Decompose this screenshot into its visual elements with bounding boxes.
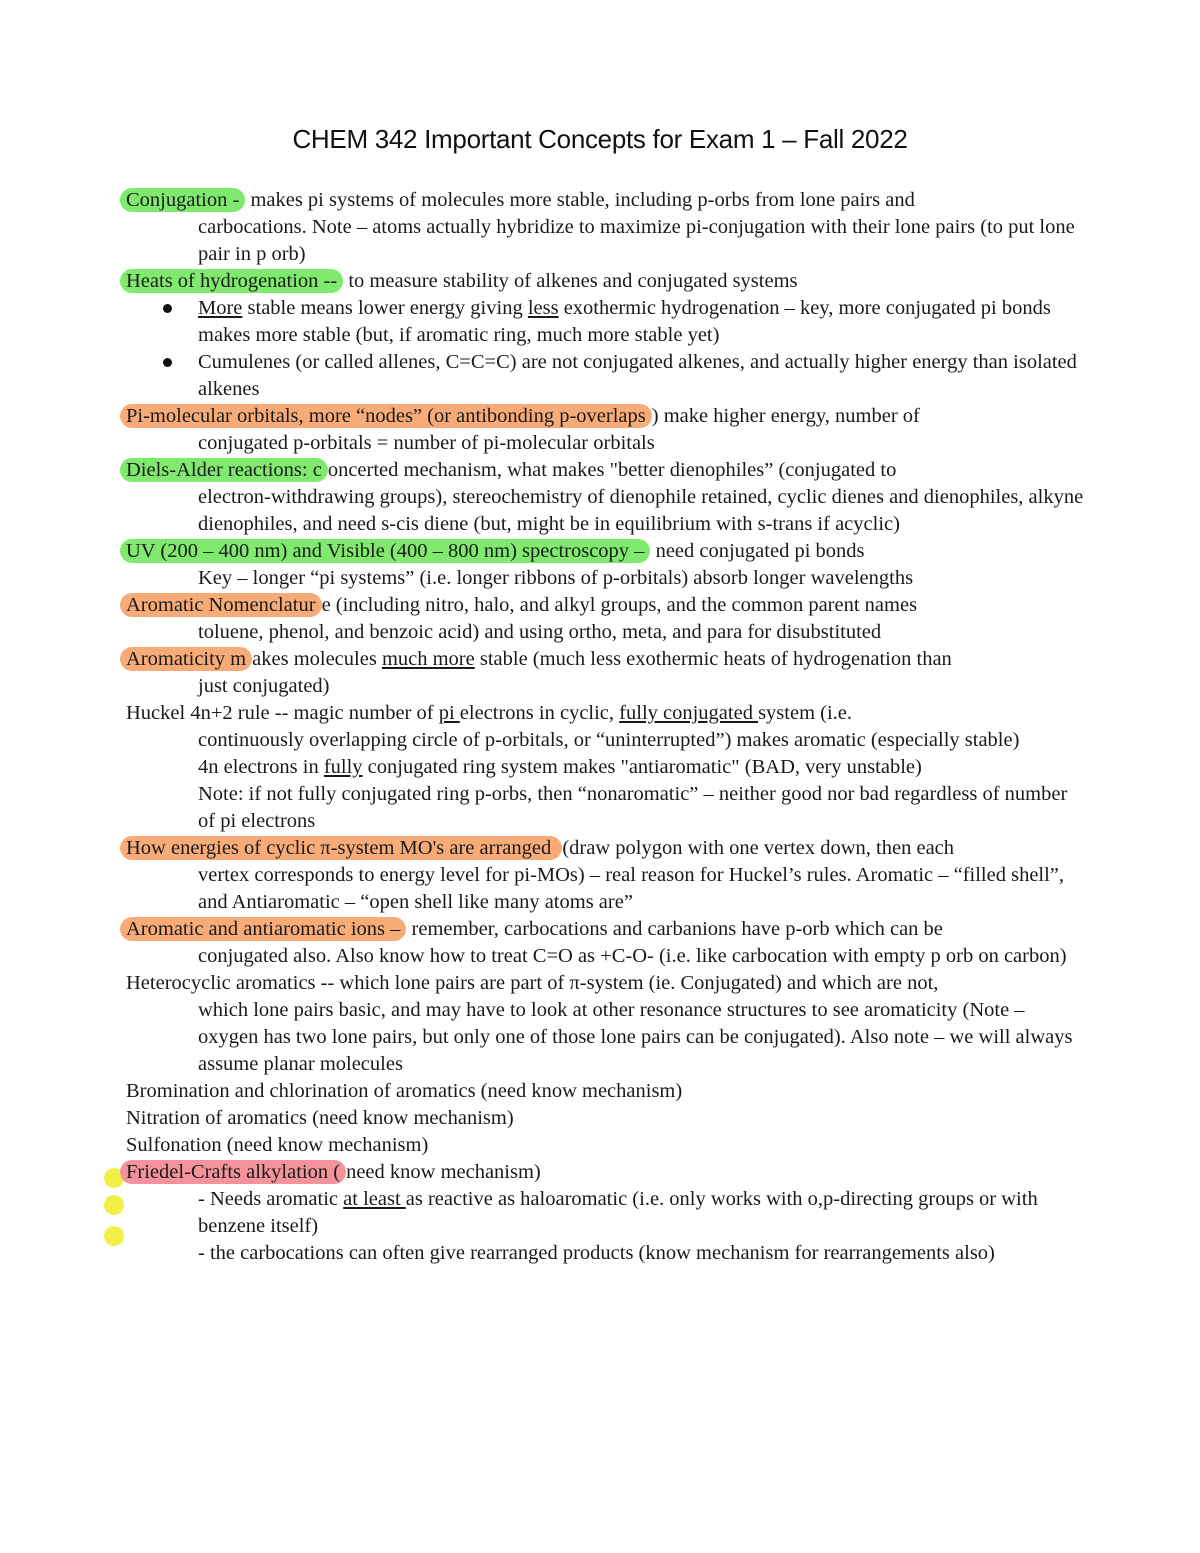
entry-nitration: Nitration of aromatics (need know mechanism) [126,1107,514,1129]
bullet-icon [163,358,172,367]
highlight-topic: Aromatic Nomenclatur [120,593,322,617]
entry-huckel-rule: Huckel 4n+2 rule -- magic number of pi electrons in cyclic, fully conjugated system (i.e. continuously overlapping circle of p-orbitals, or “uninterrupted”) makes aromatic (especially stable) 4n electrons in fully conjugated ring system makes "antiaromatic" (BAD, very unstable) Note: if not fully conjugated ring p-orbs, then “nonaromatic” – neither good nor bad regardless of number of pi electrons [126,702,1068,832]
highlight-topic: Friedel-Crafts alkylation ( [120,1160,346,1184]
highlight-topic: Aromaticity m [120,647,252,671]
bullet-list [126,295,1086,403]
highlight-topic: Diels-Alder reactions: c [120,458,328,482]
yellow-marker-dot [104,1195,124,1215]
entry-aromatic-ions: Aromatic and antiaromatic ions – remember, carbocations and carbanions have p-orb which can be conjugated also. Also know how to treat C=O as +C-O- (i.e. like carbocation with empty p orb on carbon) [126,916,1086,970]
entry-cyclic-mo-energies: How energies of cyclic π-system MO's are arranged (draw polygon with one vertex down, then each vertex corresponds to energy level for pi-MOs) – real reason for Huckel’s rules. Aromatic – “filled shell”, and Antiaromatic – “open shell like many atoms are” [126,835,1086,916]
highlight-topic: Conjugation - [120,188,245,212]
entry-conjugation: Conjugation - makes pi systems of molecules more stable, including p-orbs from lone pairs and carbocations. Note – atoms actually hybridize to maximize pi-conjugation with their lone pairs (to put lone pair in p orb) [126,187,1086,268]
bullet-icon [163,304,172,313]
entry-aromatic-nomenclature: Aromatic Nomenclatur e (including nitro, halo, and alkyl groups, and the common parent names toluene, phenol, and benzoic acid) and using ortho, meta, and para for disubstituted [126,592,1086,646]
list-item: More stable means lower energy giving less exothermic hydrogenation – key, more conjugated pi bonds makes more stable (but, if aromatic ring, much more stable yet) [126,295,1086,349]
highlight-topic: Heats of hydrogenation -- [120,269,343,293]
entry-sulfonation: Sulfonation (need know mechanism) [126,1134,429,1156]
entry-friedel-crafts: Friedel-Crafts alkylation ( need know mechanism) - Needs aromatic at least as reactive as haloaromatic (i.e. only works with o,p-directing groups or with benzene itself) - the carbocations can often give rearranged products (know mechanism for rearrangements also) [126,1159,1086,1267]
entry-diels-alder: Diels-Alder reactions: c oncerted mechanism, what makes "better dienophiles” (conjugated to electron-withdrawing groups), stereochemistry of dienophile retained, cyclic dienes and dienophiles, alkyne dienophiles, and need s-cis diene (but, might be in equilibrium with s-trans if acyclic) [126,457,1086,538]
list-item: Cumulenes (or called allenes, C=C=C) are not conjugated alkenes, and actually higher energy than isolated alkenes [126,349,1086,403]
entry-aromaticity: Aromaticity m akes molecules much more stable (much less exothermic heats of hydrogenation than just conjugated) [126,646,1086,700]
highlight-topic: UV (200 – 400 nm) and Visible (400 – 800 nm) spectroscopy – [120,539,650,563]
highlight-topic: How energies of cyclic π-system MO's are arranged [120,836,562,860]
entry-bromination: Bromination and chlorination of aromatics (need know mechanism) [126,1080,683,1102]
highlight-topic: Aromatic and antiaromatic ions – [120,917,406,941]
yellow-marker-dot [104,1226,124,1246]
entry-pi-molecular-orbitals: Pi-molecular orbitals, more “nodes” (or antibonding p-overlaps ) make higher energy, number of conjugated p-orbitals = number of pi-molecular orbitals [126,403,1086,457]
entry-heterocyclic-aromatics: Heterocyclic aromatics -- which lone pairs are part of π-system (ie. Conjugated) and which are not, which lone pairs basic, and may have to look at other resonance structures to see aromaticity (Note – oxygen has two lone pairs, but only one of those lone pairs can be conjugated). Also note – we will always assume planar molecules [126,972,1073,1075]
concept-list [126,187,1086,1267]
page-title: CHEM 342 Important Concepts for Exam 1 – Fall 2022 [292,124,908,154]
highlight-topic: Pi-molecular orbitals, more “nodes” (or antibonding p-overlaps [120,404,652,428]
entry-heats-of-hydrogenation: Heats of hydrogenation -- to measure stability of alkenes and conjugated systems More stable means lower energy giving less exothermic hydrogenation – key, more conjugated pi bonds makes more stable (but, if aromatic ring, much more stable yet) Cumulenes (or called allenes, C=C=C) are not conjugated alkenes, and actually higher energy than isolated alkenes [126,268,1086,403]
entry-uv-visible-spectroscopy: UV (200 – 400 nm) and Visible (400 – 800 nm) spectroscopy – need conjugated pi bonds Key – longer “pi systems” (i.e. longer ribbons of p-orbitals) absorb longer wavelengths [126,538,1086,592]
